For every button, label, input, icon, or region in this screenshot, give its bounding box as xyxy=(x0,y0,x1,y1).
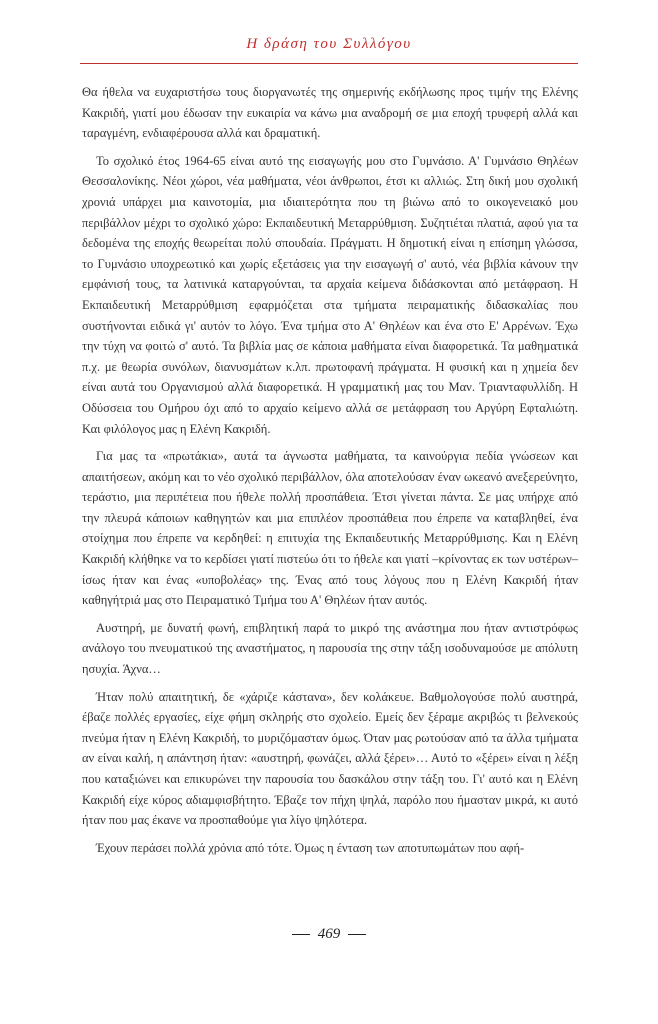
paragraph: Το σχολικό έτος 1964-65 είναι αυτό της εισαγωγής μου στο Γυμνάσιο. Α' Γυμνάσιο Θηλέων Θεσσαλονίκης. Νέοι χώροι, νέα μαθήματα, νέοι άνθρωποι, έτσι κι αλλιώς. Στη δική μου σχολική χρονιά υπάρχει μια καινοτομία, μια ιδιαιτερότητα που τη βιώνω από το οικογενειακό μου περιβάλλον μέχρι το σχολικό χώρο: Εκπαιδευτική Μεταρρύθμιση. Συζητιέται πλατιά, αφού για τα δεδομένα της εποχής θεωρείται πολύ σπουδαία. Πράγματι. Η δημοτική είναι η επίσημη γλώσσα, το Γυμνάσιο υποχρεωτικό και χωρίς εξετάσεις για την εισαγωγή σ' αυτό, νέα βιβλία κάνουν την εμφάνισή τους, τα λατινικά καταργούνται, τα αρχαία κείμενα διδάσκονται από μετάφραση. Η Εκπαιδευτική Μεταρρύθμιση εφαρμόζεται στα τμήματα πειραματικής διδασκαλίας που συστήνονται ειδικά γι' αυτόν το λόγο. Ένα τμήμα στο Α' Θηλέων και ένα στο Ε' Αρρένων. Έχω την τύχη να φοιτώ σ' αυτό. Τα βιβλία μας σε κάποια μαθήματα είναι διαφορετικά. Τα μαθηματικά π.χ. με θεωρία συνόλων, διανυσμάτων κ.λπ. πρωτοφανή πράγματα. Η φυσική και η χημεία δεν είναι αυτά του Οργανισμού αλλά διαφορετικά. Η γραμματική μας του Μαν. Τριανταφυλλίδη. Η Οδύσσεια του Ομήρου όχι από το αρχαίο κείμενο αλλά σε μετάφραση του Αργύρη Εφταλιώτη. Και φιλόλογος μας η Ελένη Κακριδή. xyxy=(82,153,578,436)
body-text xyxy=(82,82,578,865)
running-title: Η δράση του Συλλόγου xyxy=(246,36,412,52)
paragraph: Αυστηρή, με δυνατή φωνή, επιβλητική παρά το μικρό της ανάστημα που ήταν αντιστρόφως ανάλογο του πνευματικού της αναστήματος, η παρουσία της στην τάξη ισοδυναμούσε με απόλυτη ησυχία. Άχνα… xyxy=(82,620,578,677)
header-rule xyxy=(80,63,578,64)
page-number-value: 469 xyxy=(317,926,341,942)
paragraph: Έχουν περάσει πολλά χρόνια από τότε. Όμως η ένταση των αποτυπωμάτων που αφή- xyxy=(96,840,525,855)
dash-right xyxy=(348,934,366,935)
paragraph: Ήταν πολύ απαιτητική, δε «χάριζε κάστανα», δεν κολάκευε. Βαθμολογούσε πολύ αυστηρά, έβαζε πολλές εργασίες, είχε φήμη σκληρής στο σχολείο. Εμείς δεν ξέραμε ακριβώς τι βελνεκούς πνεύμα ήταν η Ελένη Κακριδή, το μυριζόμασταν όμως. Όταν μας ρωτούσαν από τα άλλα τμήματα αν είναι καλή, η απάντηση ήταν: «αυστηρή, φωνάζει, αλλά ξέρει»… Αυτό το «ξέρει» είναι η λέξη που καταξιώνει και επικυρώνει την παρουσία του δασκάλου στην τάξη του. Γι' αυτό και η Ελένη Κακριδή είχε κύρος αδιαμφισβήτητο. Έβαζε τον πήχη ψηλά, παρόλο που ήμασταν μικρά, κι αυτό ήταν που μας έκανε να προσπαθούμε για λίγο ψηλότερα. xyxy=(82,689,578,828)
dash-left xyxy=(292,934,310,935)
paragraph: Θα ήθελα να ευχαριστήσω τους διοργανωτές της σημερινής εκδήλωσης προς τιμήν της Ελένης Κακριδή, γιατί μου έδωσαν την ευκαιρία να κάνω μια αναδρομή σε μια εποχή τρυφερή αλλά και ταραγμένη, ενδιαφέρουσα αλλά και δραματική. xyxy=(82,85,578,141)
paragraph: Για μας τα «πρωτάκια», αυτά τα άγνωστα μαθήματα, τα καινούργια πεδία γνώσεων και απαιτήσεων, ακόμη και το νέο σχολικό περιβάλλον, όλα αποτελούσαν έναν ωκεανό ανεξερεύνητο, τεράστιο, μια περιπέτεια που ήθελε πολλή προσπάθεια. Έτσι γίνεται πάντα. Σε μας υπήρχε από την πλευρά κάποιων καθηγητών και μια επιπλέον προσπάθεια που έπρεπε να καταβληθεί, ένα στοίχημα που έπρεπε να κερδηθεί: η επιτυχία της Εκπαιδευτικής Μεταρρύθμισης. Και η Ελένη Κακριδή κλήθηκε να το κερδίσει γιατί πιστεύω ότι το ήθελε και γιατί –κρίνοντας εκ των υστέρων– ίσως ήταν και ένας «υποβολέας» της. Ένας από τους λόγους που η Ελένη Κακριδή ήταν καθηγήτριά μας στο Πειραματικό Τμήμα του Α' Θηλέων ήταν αυτός. xyxy=(82,449,578,608)
page-number xyxy=(0,926,658,943)
